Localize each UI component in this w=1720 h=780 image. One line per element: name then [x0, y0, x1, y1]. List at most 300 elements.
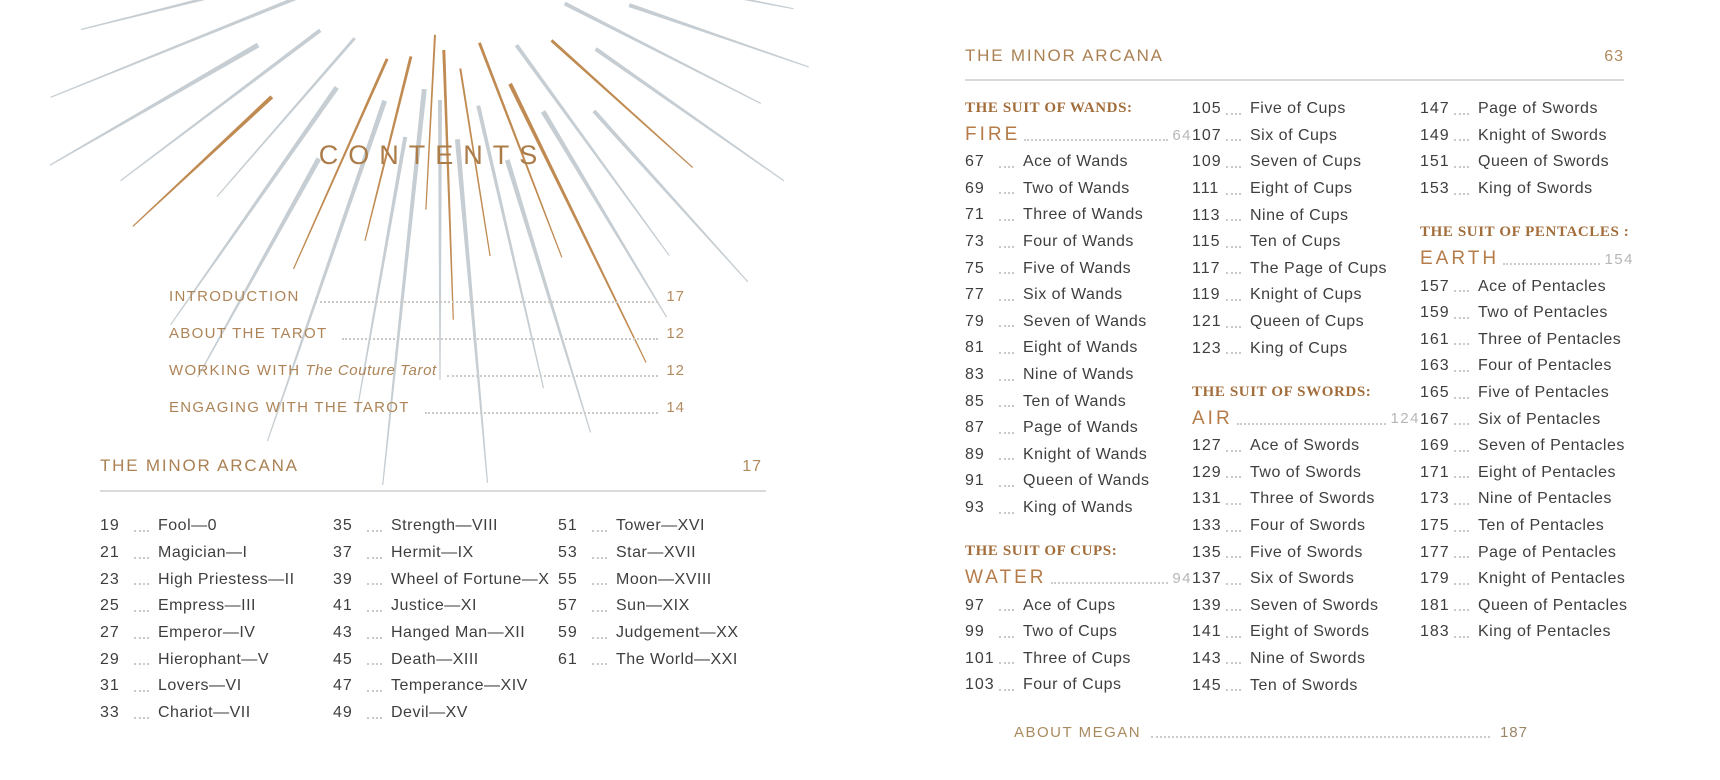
entry-card-name: Three of Swords — [1250, 490, 1375, 508]
toc-column — [1192, 96, 1420, 699]
toc-entry — [965, 202, 1192, 229]
dot-leader — [999, 157, 1014, 168]
toc-entry — [965, 468, 1192, 495]
dot-leader — [1226, 467, 1241, 478]
dot-leader — [134, 681, 149, 692]
toc-entry — [965, 619, 1192, 646]
toc-entry — [1192, 646, 1420, 673]
toc-entry — [965, 176, 1192, 203]
entry-page-number: 55 — [558, 570, 578, 588]
toc-entry — [1420, 300, 1634, 327]
dot-leader — [1226, 104, 1241, 115]
entry-card-name: Tower—XVI — [616, 517, 705, 535]
entry-card-name: Four of Swords — [1250, 517, 1366, 535]
toc-entry — [1420, 96, 1634, 123]
entry-page-number: 131 — [1192, 490, 1222, 508]
major-card-columns — [100, 513, 773, 727]
suit-header — [1192, 380, 1420, 433]
toc-entry — [1192, 335, 1420, 362]
dot-leader — [1226, 680, 1241, 691]
section-heading-minor-arcana-right — [965, 46, 1624, 66]
entry-page-number: 91 — [965, 472, 985, 490]
toc-entry — [965, 149, 1192, 176]
entry-page-number: 145 — [1192, 676, 1222, 694]
entry-card-name: King of Swords — [1478, 180, 1593, 198]
entry-card-name: King of Pentacles — [1478, 623, 1612, 641]
dot-leader — [592, 548, 607, 559]
dot-leader — [1503, 253, 1600, 265]
toc-entry — [1420, 433, 1634, 460]
toc-entry — [333, 566, 558, 593]
entry-card-name: Two of Pentacles — [1478, 304, 1608, 322]
entry-page-number: 129 — [1192, 463, 1222, 481]
toc-entry — [100, 646, 333, 673]
entry-page-number: 81 — [965, 339, 985, 357]
suit-element-row — [1420, 245, 1634, 273]
dot-leader — [1454, 574, 1469, 585]
section-page-number: 63 — [1604, 48, 1624, 65]
toc-entry — [333, 620, 558, 647]
toc-entry — [100, 593, 333, 620]
dot-leader — [1454, 361, 1469, 372]
entry-card-name: Three of Wands — [1023, 206, 1144, 224]
toc-entry — [333, 513, 558, 540]
entry-card-name: Five of Swords — [1250, 543, 1363, 561]
entry-page-number: 107 — [1192, 126, 1222, 144]
dot-leader — [999, 343, 1014, 354]
entry-page-number: 169 — [1420, 437, 1450, 455]
dot-leader — [999, 476, 1014, 487]
entry-page-number: 93 — [965, 499, 985, 517]
entry-page-number: 97 — [965, 596, 985, 614]
toc-column — [965, 96, 1192, 699]
suit-header — [1420, 220, 1634, 273]
dot-leader — [134, 574, 149, 585]
dot-leader — [425, 402, 659, 414]
entry-page-number: 157 — [1420, 277, 1450, 295]
dot-leader — [1454, 414, 1469, 425]
entry-page-number: 113 — [1192, 206, 1221, 224]
entry-page-number: 69 — [965, 179, 985, 197]
entry-label: WORKING WITH — [169, 362, 301, 379]
heading-rule — [100, 490, 766, 492]
dot-leader — [1151, 726, 1490, 738]
entry-label: INTRODUCTION — [169, 288, 300, 305]
entry-card-name: Empress—III — [158, 597, 256, 615]
dot-leader — [1226, 494, 1241, 505]
dot-leader — [1226, 547, 1241, 558]
entry-page-number: 177 — [1420, 543, 1450, 561]
dot-leader — [134, 601, 149, 612]
entry-card-name: The Page of Cups — [1250, 259, 1387, 277]
suit-element: WATER — [965, 567, 1047, 589]
entry-card-name: Queen of Wands — [1023, 472, 1150, 490]
toc-entry — [1420, 619, 1634, 646]
dot-leader — [999, 210, 1014, 221]
toc-entry — [1420, 380, 1634, 407]
toc-entry — [965, 229, 1192, 256]
suit-page-number: 94 — [1172, 569, 1192, 587]
dot-leader — [999, 423, 1014, 434]
entry-card-name: Knight of Swords — [1478, 126, 1607, 144]
dot-leader — [1454, 441, 1469, 452]
entry-card-name: Five of Wands — [1023, 259, 1132, 277]
entry-page-number: 117 — [1192, 259, 1221, 277]
dot-leader — [999, 680, 1014, 691]
toc-entry — [558, 620, 773, 647]
toc-entry — [169, 389, 685, 426]
toc-entry — [1192, 256, 1420, 283]
dot-leader — [1226, 130, 1241, 141]
dot-leader — [1454, 547, 1469, 558]
entry-card-name: Ten of Swords — [1250, 676, 1358, 694]
toc-entry — [1420, 353, 1634, 380]
toc-entry — [965, 415, 1192, 442]
entry-card-name: Lovers—VI — [158, 677, 242, 695]
entry-page-number: 57 — [558, 597, 578, 615]
dot-leader — [315, 291, 659, 303]
entry-page-number: 45 — [333, 650, 353, 668]
toc-entry — [169, 315, 685, 352]
entry-page-number: 37 — [333, 544, 353, 562]
entry-page-number: 159 — [1420, 304, 1450, 322]
toc-entry — [100, 540, 333, 567]
toc-column — [1420, 96, 1634, 699]
dot-leader — [999, 627, 1014, 638]
suit-page-number: 154 — [1604, 250, 1634, 268]
dot-leader — [999, 503, 1014, 514]
suit-header — [965, 539, 1192, 592]
entry-page-number: 17 — [666, 288, 685, 305]
entry-page-number: 27 — [100, 624, 120, 642]
entry-page-number: 101 — [965, 649, 995, 667]
dot-leader — [367, 521, 382, 532]
entry-label: ABOUT MEGAN — [1014, 723, 1142, 741]
entry-card-name: Four of Wands — [1023, 233, 1134, 251]
entry-page-number: 47 — [333, 677, 353, 695]
entry-card-name: Seven of Cups — [1250, 153, 1362, 171]
dot-leader — [999, 290, 1014, 301]
suit-label: THE SUIT OF CUPS: — [965, 543, 1118, 560]
dot-leader — [134, 521, 149, 532]
toc-entry — [1192, 672, 1420, 699]
toc-entry — [1192, 539, 1420, 566]
entry-page-number: 33 — [100, 704, 120, 722]
dot-leader — [999, 263, 1014, 274]
dot-leader — [367, 601, 382, 612]
toc-entry — [1192, 176, 1420, 203]
dot-leader — [1454, 308, 1469, 319]
dot-leader — [367, 681, 382, 692]
entry-page-number: 21 — [100, 544, 120, 562]
entry-card-name: Seven of Swords — [1250, 596, 1379, 614]
entry-page-number: 123 — [1192, 339, 1222, 357]
entry-card-name: Star—XVII — [616, 544, 697, 562]
entry-page-number: 187 — [1499, 723, 1528, 741]
entry-card-name: Ace of Swords — [1250, 437, 1360, 455]
dot-leader — [999, 237, 1014, 248]
dot-leader — [1454, 130, 1469, 141]
entry-page-number: 29 — [100, 650, 120, 668]
toc-entry — [100, 620, 333, 647]
front-matter-list — [169, 278, 685, 426]
entry-page-number: 83 — [965, 366, 985, 384]
toc-entry — [1192, 460, 1420, 487]
entry-page-number: 173 — [1420, 490, 1450, 508]
entry-page-number: 163 — [1420, 357, 1450, 375]
entry-page-number: 67 — [965, 153, 985, 171]
entry-card-name: Six of Wands — [1023, 286, 1123, 304]
toc-entry — [1420, 327, 1634, 354]
dot-leader — [1454, 467, 1469, 478]
entry-card-name: Queen of Cups — [1250, 313, 1365, 331]
dot-leader — [1226, 184, 1241, 195]
entry-page-number: 25 — [100, 597, 120, 615]
toc-column — [558, 513, 773, 727]
toc-entry — [1192, 513, 1420, 540]
entry-card-name: High Priestess—II — [158, 570, 295, 588]
dot-leader — [1024, 129, 1168, 141]
entry-page-number: 105 — [1192, 100, 1222, 118]
dot-leader — [999, 600, 1014, 611]
entry-page-number: 175 — [1420, 517, 1450, 535]
entry-page-number: 87 — [965, 419, 985, 437]
entry-card-name: Fool—0 — [158, 517, 218, 535]
entry-card-name: Queen of Swords — [1478, 153, 1610, 171]
dot-leader — [592, 574, 607, 585]
dot-leader — [1454, 600, 1469, 611]
dot-leader — [1237, 413, 1387, 425]
toc-entry — [1192, 566, 1420, 593]
entry-card-name: Six of Swords — [1250, 570, 1355, 588]
toc-entry — [333, 646, 558, 673]
entry-page-number: 23 — [100, 570, 120, 588]
entry-card-name: Temperance—XIV — [391, 677, 528, 695]
dot-leader — [134, 654, 149, 665]
toc-entry — [1420, 486, 1634, 513]
entry-card-name: Five of Pentacles — [1478, 384, 1610, 402]
toc-entry-about-megan — [1014, 718, 1528, 746]
entry-page-number: 121 — [1192, 313, 1222, 331]
page-title: CONTENTS — [318, 140, 548, 170]
entry-card-name: Magician—I — [158, 544, 248, 562]
entry-page-number: 119 — [1192, 286, 1221, 304]
dot-leader — [592, 521, 607, 532]
entry-card-name: Five of Cups — [1250, 100, 1346, 118]
entry-page-number: 133 — [1192, 517, 1222, 535]
suit-label: THE SUIT OF PENTACLES : — [1420, 224, 1630, 241]
entry-card-name: Nine of Wands — [1023, 366, 1134, 384]
dot-leader — [134, 708, 149, 719]
entry-page-number: 115 — [1192, 233, 1221, 251]
entry-card-name: Judgement—XX — [616, 624, 739, 642]
suit-element-row — [1192, 405, 1420, 433]
toc-entry — [1420, 460, 1634, 487]
dot-leader — [342, 328, 658, 340]
entry-card-name: Eight of Cups — [1250, 180, 1353, 198]
entry-card-name: Four of Cups — [1023, 676, 1122, 694]
toc-entry — [1192, 619, 1420, 646]
toc-entry — [1420, 593, 1634, 620]
entry-label: ENGAGING WITH THE TAROT — [169, 399, 410, 416]
entry-card-name: King of Wands — [1023, 499, 1133, 517]
entry-page-number: 149 — [1420, 126, 1450, 144]
entry-card-name: Page of Pentacles — [1478, 543, 1617, 561]
dot-leader — [1226, 317, 1241, 328]
toc-entry — [965, 362, 1192, 389]
toc-entry — [965, 282, 1192, 309]
suit-element: FIRE — [965, 124, 1021, 145]
entry-page-number: 75 — [965, 259, 985, 277]
dot-leader — [1454, 184, 1469, 195]
entry-card-name: Knight of Wands — [1023, 445, 1148, 463]
toc-entry — [558, 566, 773, 593]
entry-card-name: The World—XXI — [616, 650, 738, 668]
entry-card-name: Nine of Cups — [1250, 206, 1349, 224]
entry-page-number: 12 — [666, 325, 685, 342]
dot-leader — [1226, 441, 1241, 452]
suit-element-row — [965, 564, 1192, 592]
dot-leader — [1226, 210, 1241, 221]
toc-entry — [1192, 123, 1420, 150]
dot-leader — [1226, 237, 1241, 248]
dot-leader — [1454, 334, 1469, 345]
suit-label: THE SUIT OF WANDS: — [965, 100, 1133, 116]
entry-page-number: 165 — [1420, 384, 1450, 402]
entry-card-name: Ace of Pentacles — [1478, 277, 1607, 295]
entry-card-name: Justice—XI — [391, 597, 477, 615]
entry-page-number: 31 — [100, 677, 120, 695]
entry-page-number: 79 — [965, 312, 985, 330]
suit-element: EARTH — [1420, 248, 1500, 270]
entry-page-number: 147 — [1420, 100, 1450, 118]
entry-page-number: 41 — [333, 597, 353, 615]
entry-card-name: Two of Swords — [1250, 463, 1362, 481]
dot-leader — [999, 653, 1014, 664]
suit-label: THE SUIT OF SWORDS: — [1192, 383, 1372, 400]
entry-page-number: 49 — [333, 704, 353, 722]
entry-card-name: Moon—XVIII — [616, 570, 712, 588]
entry-card-name: Ten of Pentacles — [1478, 517, 1605, 535]
entry-page-number: 151 — [1420, 153, 1450, 171]
dot-leader — [999, 396, 1014, 407]
starburst-ray — [629, 3, 809, 67]
entry-card-name: Three of Pentacles — [1478, 330, 1622, 348]
entry-page-number: 39 — [333, 570, 353, 588]
heading-rule — [965, 79, 1624, 81]
entry-page-number: 59 — [558, 624, 578, 642]
entry-card-name: Hierophant—V — [158, 650, 269, 668]
section-heading-minor-arcana-left — [100, 456, 762, 476]
toc-entry — [333, 593, 558, 620]
dot-leader — [1226, 653, 1241, 664]
toc-entry — [1420, 176, 1634, 203]
dot-leader — [999, 183, 1014, 194]
entry-page-number: 109 — [1192, 153, 1222, 171]
entry-page-number: 19 — [100, 517, 120, 535]
suit-header — [965, 96, 1192, 149]
entry-page-number: 43 — [333, 624, 353, 642]
entry-page-number: 141 — [1192, 623, 1222, 641]
entry-card-name: Death—XIII — [391, 650, 479, 668]
entry-card-name: Eight of Wands — [1023, 339, 1138, 357]
entry-page-number: 61 — [558, 650, 578, 668]
dot-leader — [1226, 263, 1241, 274]
entry-page-number: 53 — [558, 544, 578, 562]
toc-entry — [1192, 282, 1420, 309]
entry-page-number: 73 — [965, 233, 985, 251]
dot-leader — [1226, 600, 1241, 611]
dot-leader — [1226, 627, 1241, 638]
entry-label: ABOUT THE TAROT — [169, 325, 328, 342]
starburst-ray — [217, 37, 356, 197]
entry-card-name: Six of Cups — [1250, 126, 1338, 144]
starburst-ray — [592, 110, 748, 283]
minor-card-columns — [965, 96, 1634, 699]
toc-entry — [333, 700, 558, 727]
toc-column — [333, 513, 558, 727]
dot-leader — [999, 449, 1014, 460]
toc-column — [100, 513, 333, 727]
entry-page-number: 183 — [1420, 623, 1450, 641]
suit-element: AIR — [1192, 407, 1233, 429]
toc-entry — [558, 540, 773, 567]
entry-card-name: Devil—XV — [391, 704, 468, 722]
entry-page-number: 127 — [1192, 437, 1222, 455]
toc-entry — [1192, 202, 1420, 229]
entry-card-name: Knight of Pentacles — [1478, 570, 1626, 588]
toc-entry — [965, 592, 1192, 619]
dot-leader — [1226, 343, 1241, 354]
toc-entry — [1192, 149, 1420, 176]
toc-entry — [333, 540, 558, 567]
entry-card-name: Ace of Wands — [1023, 153, 1129, 171]
toc-entry — [1420, 149, 1634, 176]
dot-leader — [134, 548, 149, 559]
entry-page-number: 161 — [1420, 330, 1450, 348]
entry-card-name: Nine of Pentacles — [1478, 490, 1612, 508]
entry-page-number: 103 — [965, 676, 995, 694]
entry-page-number: 77 — [965, 286, 985, 304]
dot-leader — [1051, 572, 1169, 584]
dot-leader — [1454, 627, 1469, 638]
toc-entry — [1192, 96, 1420, 123]
toc-entry — [1420, 406, 1634, 433]
toc-entry — [1192, 229, 1420, 256]
toc-entry — [558, 593, 773, 620]
dot-leader — [367, 654, 382, 665]
entry-page-number: 111 — [1192, 180, 1220, 198]
suit-page-number: 124 — [1390, 410, 1420, 428]
entry-page-number: 181 — [1420, 596, 1450, 614]
entry-page-number: 89 — [965, 445, 985, 463]
entry-card-name: Eight of Swords — [1250, 623, 1370, 641]
entry-page-number: 71 — [965, 206, 985, 224]
entry-page-number: 51 — [558, 517, 578, 535]
entry-card-name: Ten of Wands — [1023, 392, 1127, 410]
entry-card-name: Emperor—IV — [158, 624, 256, 642]
entry-page-number: 99 — [965, 623, 985, 641]
dot-leader — [367, 708, 382, 719]
dot-leader — [1454, 388, 1469, 399]
toc-entry — [1192, 486, 1420, 513]
toc-entry — [1192, 593, 1420, 620]
entry-page-number: 171 — [1420, 463, 1450, 481]
entry-card-name: Page of Wands — [1023, 419, 1139, 437]
entry-card-name: Two of Wands — [1023, 179, 1130, 197]
dot-leader — [1226, 157, 1241, 168]
entry-card-name: Strength—VIII — [391, 517, 498, 535]
